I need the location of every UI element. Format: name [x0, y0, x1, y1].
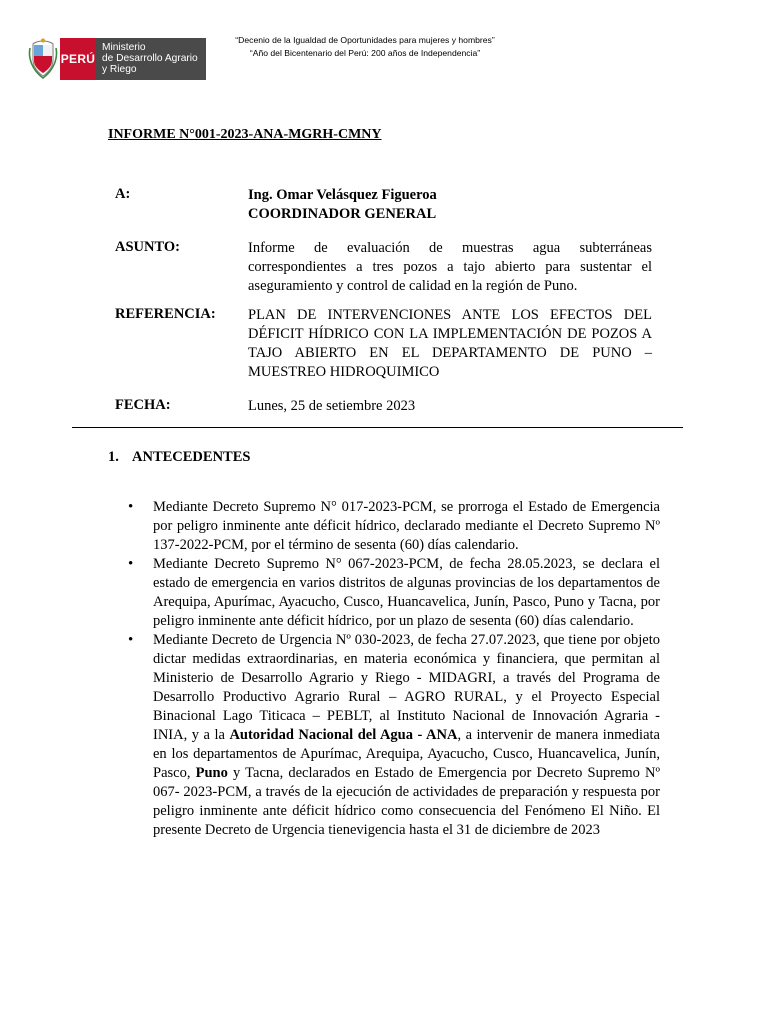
- motto-decade: “Decenio de la Igualdad de Oportunidades para mujeres y hombres”: [235, 35, 495, 45]
- motto-year: “Año del Bicentenario del Perú: 200 años de Independencia”: [249, 48, 481, 58]
- to-role: COORDINADOR GENERAL: [248, 206, 437, 222]
- list-item: • Mediante Decreto Supremo N° 017-2023-PCM, se prorroga el Estado de Emergencia por peligro inminente ante déficit hídrico, declarado mediante el Decreto Supremo Nº 137-2022-PCM, por el término de sesenta (60) días calendario.: [128, 498, 660, 555]
- header-mottos: [200, 34, 530, 60]
- coat-of-arms-icon: [28, 38, 58, 80]
- date-text: Lunes, 25 de setiembre 2023: [248, 398, 416, 414]
- highlight-ana: Autoridad Nacional del Agua - ANA: [229, 727, 458, 743]
- list-item: • Mediante Decreto de Urgencia Nº 030-2023, de fecha 27.07.2023, que tiene por objeto dictar medidas extraordinarias, en materia económica y financiera, que permitan al Ministerio de Desarrollo Agrario y Riego - MIDAGRI, a través del Programa de Desarrollo Productivo Agrario Rural – AGRO RURAL, y el Proyecto Especial Binacional Lago Titicaca – PEBLT, al Instituto Nacional de Innovación Agraria - INIA, y a la Autoridad Nacional del Agua - ANA, a intervenir de manera inmediata en los departamentos de Apurímac, Arequipa, Ayacucho, Cusco, Huancavelica, Junín, Pasco, Puno y Tacna, declarados en Estado de Emergencia por Decreto Supremo Nº 067- 2023-PCM, a través de la ejecución de actividades de preparación y respuesta por peligro inminente ante déficit hídrico como consecuencia del Fenómeno El Niño. El presente Decreto de Urgencia tienevigencia hasta el 31 de diciembre de 2023: [128, 631, 660, 840]
- antecedents-list: [128, 498, 660, 840]
- highlight-puno: Puno: [195, 765, 228, 781]
- section-number: 1.: [108, 449, 119, 465]
- reference-label: REFERENCIA:: [115, 306, 216, 322]
- country-label: PERÚ: [60, 38, 96, 80]
- institution-logo: [28, 38, 206, 80]
- to-label: A:: [115, 186, 131, 202]
- ministry-name: Ministerio de Desarrollo Agrario y Riego: [96, 38, 206, 80]
- subject-label: ASUNTO:: [115, 239, 180, 255]
- date-label: FECHA:: [115, 397, 171, 413]
- section-title: ANTECEDENTES: [132, 449, 251, 465]
- reference-text: PLAN DE INTERVENCIONES ANTE LOS EFECTOS DEL DÉFICIT HÍDRICO CON LA IMPLEMENTACIÓN DE POZOS A TAJO ABIERTO EN EL DEPARTAMENTO DE PUNO – MUESTREO HIDROQUIMICO: [248, 307, 652, 380]
- subject-text: Informe de evaluación de muestras agua subterráneas correspondientes a tres pozos a tajo abierto para sustentar el aseguramiento y control de calidad en la región de Puno.: [248, 240, 652, 294]
- document-title: INFORME N°001-2023-ANA-MGRH-CMNY: [108, 127, 382, 142]
- header-divider: [72, 427, 683, 428]
- list-item: • Mediante Decreto Supremo N° 067-2023-PCM, de fecha 28.05.2023, se declara el estado de emergencia en varios distritos de algunas provincias de los departamentos de Arequipa, Apurímac, Ayacucho, Cusco, Huancavelica, Junín, Pasco, Puno y Tacna, por peligro inminente ante déficit hídrico, por un plazo de sesenta (60) días calendario.: [128, 555, 660, 631]
- section-heading: [108, 449, 250, 466]
- to-name: Ing. Omar Velásquez Figueroa: [248, 187, 437, 203]
